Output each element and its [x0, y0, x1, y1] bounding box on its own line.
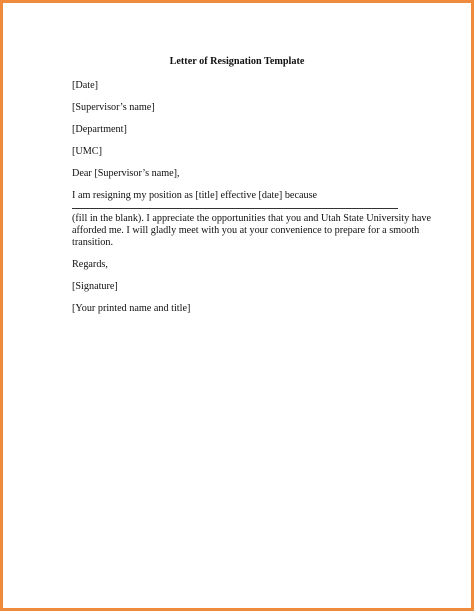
printed-name-field: [Your printed name and title]: [72, 303, 191, 314]
opening-sentence: I am resigning my position as [title] effective [date] because: [72, 190, 318, 201]
department-field: [Department]: [72, 124, 127, 135]
organization-field: [UMC]: [72, 146, 102, 157]
closing: Regards,: [72, 259, 108, 270]
fill-in-blank-line: [72, 208, 398, 209]
signature-field: [Signature]: [72, 281, 118, 292]
body-line-1: (fill in the blank). I appreciate the opportunities that you and Utah State University have: [72, 213, 432, 224]
salutation: Dear [Supervisor’s name],: [72, 168, 180, 179]
supervisor-name-field: [Supervisor’s name]: [72, 102, 155, 113]
body-line-2: afforded me. I will gladly meet with you at your convenience to prepare for a smooth: [72, 225, 420, 236]
date-field: [Date]: [72, 80, 99, 91]
body-line-3: transition.: [72, 237, 114, 248]
document-title: Letter of Resignation Template: [169, 56, 305, 67]
letter-document: [72, 56, 432, 315]
